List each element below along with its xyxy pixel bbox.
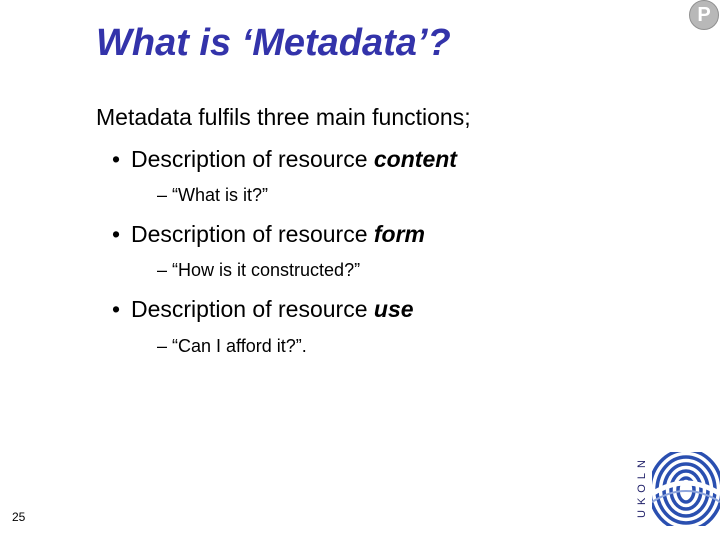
sub-bullet-use: – “Can I afford it?”.	[157, 336, 307, 356]
bullet-text: Description of resource	[131, 221, 374, 247]
bullet-text: Description of resource	[131, 296, 374, 322]
p-badge-icon	[689, 0, 719, 30]
ukoln-logo-text: UKOLN	[636, 455, 648, 519]
intro-text: Metadata fulfils three main functions;	[96, 104, 471, 130]
bullet-form	[112, 221, 425, 248]
bullet-emphasis: form	[373, 221, 426, 247]
bullet-text: Description of resource	[131, 146, 374, 172]
slide-title: What is ‘Metadata’?	[96, 22, 451, 64]
bullet-marker: •	[112, 146, 121, 172]
bullet-emphasis: content	[373, 146, 457, 172]
ukoln-logo-icon	[636, 450, 720, 526]
bullet-content	[112, 146, 457, 173]
page-number: 25	[12, 510, 26, 524]
sub-bullet-content: – “What is it?”	[157, 185, 269, 205]
badge-letter: P	[697, 4, 711, 26]
bullet-marker: •	[112, 296, 121, 322]
bullet-emphasis: use	[373, 296, 414, 322]
bullet-marker: •	[112, 221, 121, 247]
bullet-use	[112, 296, 414, 323]
sub-bullet-form: – “How is it constructed?”	[157, 260, 361, 280]
